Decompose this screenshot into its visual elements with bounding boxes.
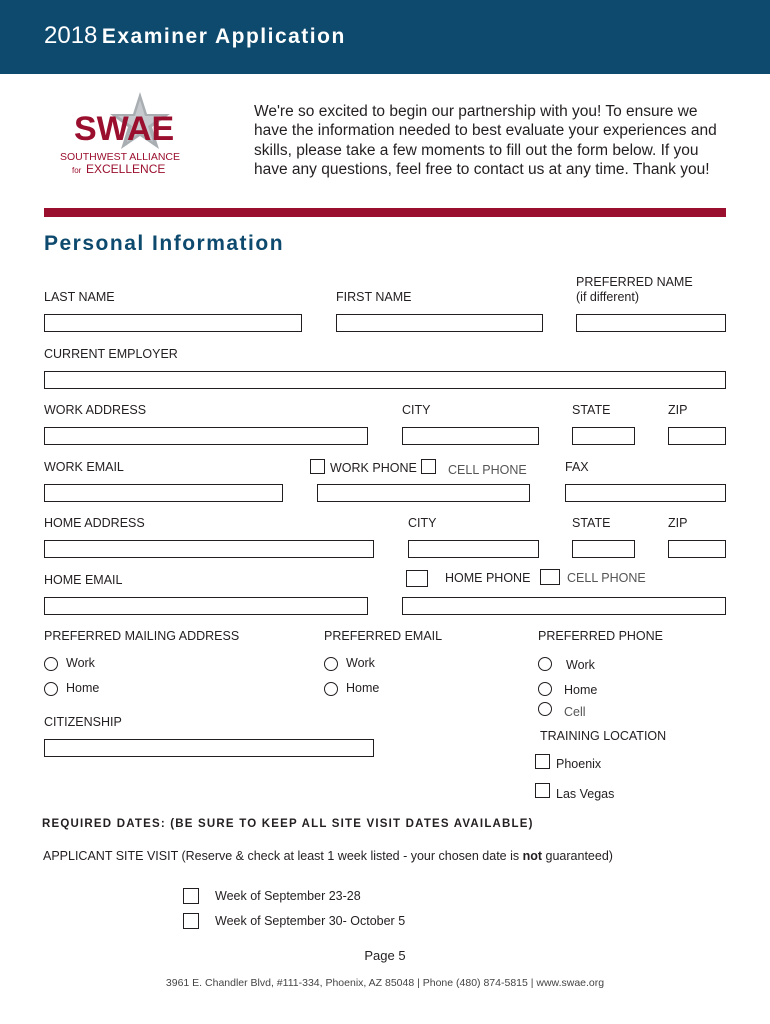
swae-logo (58, 90, 188, 180)
work-cell-phone-label: CELL PHONE (448, 463, 527, 477)
home-phone-label: HOME PHONE (445, 571, 531, 585)
work-city-field[interactable] (402, 427, 539, 445)
training-las-vegas-checkbox[interactable] (535, 783, 550, 798)
home-email-label: HOME EMAIL (44, 573, 123, 587)
training-phoenix-checkbox[interactable] (535, 754, 550, 769)
email-work-label: Work (346, 656, 375, 670)
phone-home-label: Home (564, 683, 598, 697)
home-address-label: HOME ADDRESS (44, 516, 145, 530)
training-phoenix-label: Phoenix (556, 757, 602, 771)
preferred-phone-label: PREFERRED PHONE (538, 629, 664, 643)
site-visit-text-after: guaranteed) (542, 849, 613, 863)
home-zip-label: ZIP (668, 516, 688, 530)
home-cell-phone-label: CELL PHONE (567, 571, 646, 585)
title-year: 2018 (44, 22, 98, 49)
home-address-field[interactable] (44, 540, 374, 558)
home-state-field[interactable] (572, 540, 635, 558)
work-zip-label: ZIP (668, 403, 688, 417)
work-phone-label: WORK PHONE (330, 461, 417, 475)
fax-label: FAX (565, 460, 589, 474)
site-visit-text (43, 849, 613, 863)
title-text: Examiner Application (101, 25, 346, 48)
footer-address: 3961 E. Chandler Blvd, #111-334, Phoenix, AZ 85048 | Phone (480) 874-5815 | www.swae.org (165, 977, 605, 989)
phone-cell-radio[interactable] (538, 702, 552, 716)
phone-work-radio[interactable] (538, 657, 552, 671)
training-las-vegas-label: Las Vegas (556, 787, 615, 801)
page-title (44, 22, 346, 50)
site-visit-text-before: APPLICANT SITE VISIT (Reserve & check at least 1 week listed - your chosen date is (43, 849, 523, 863)
training-location-label: TRAINING LOCATION (540, 729, 667, 743)
citizenship-field[interactable] (44, 739, 374, 757)
intro-paragraph: We're so excited to begin our partnership with you! To ensure we have the information needed to best evaluate your experiences and skills, please take a few moments to fill out the form below. If you have any questions, feel free to contact us at any time. Thank you! (254, 103, 717, 178)
page-number: Page 5 (364, 948, 406, 963)
mailing-home-label: Home (66, 681, 100, 695)
preferred-name-label: PREFERRED NAME (576, 275, 693, 289)
last-name-label: LAST NAME (44, 290, 115, 304)
week-1-label: Week of September 23-28 (215, 889, 361, 903)
preferred-name-field[interactable] (576, 314, 726, 332)
email-home-radio[interactable] (324, 682, 338, 696)
logo-line2: EXCELLENCE (86, 162, 166, 176)
logo-line2-small: for (72, 166, 82, 175)
work-address-label: WORK ADDRESS (44, 403, 147, 417)
week-2-label: Week of September 30- October 5 (215, 914, 406, 928)
phone-cell-label: Cell (564, 705, 586, 719)
home-phone-field[interactable] (402, 597, 726, 615)
preferred-name-sublabel: (if different) (576, 290, 639, 304)
section-title: Personal Information (44, 232, 285, 255)
current-employer-label: CURRENT EMPLOYER (44, 347, 178, 361)
work-email-field[interactable] (44, 484, 283, 502)
home-email-field[interactable] (44, 597, 368, 615)
work-state-label: STATE (572, 403, 611, 417)
work-phone-field[interactable] (317, 484, 530, 502)
fax-field[interactable] (565, 484, 726, 502)
work-address-field[interactable] (44, 427, 368, 445)
first-name-label: FIRST NAME (336, 290, 412, 304)
logo-mark: SWAE (74, 110, 175, 148)
work-zip-field[interactable] (668, 427, 726, 445)
email-work-radio[interactable] (324, 657, 338, 671)
citizenship-label: CITIZENSHIP (44, 715, 122, 729)
phone-home-radio[interactable] (538, 682, 552, 696)
work-state-field[interactable] (572, 427, 635, 445)
work-phone-checkbox[interactable] (310, 459, 325, 474)
home-cell-phone-checkbox[interactable] (540, 569, 560, 585)
home-city-field[interactable] (408, 540, 539, 558)
work-city-label: CITY (402, 403, 431, 417)
home-state-label: STATE (572, 516, 611, 530)
preferred-mailing-label: PREFERRED MAILING ADDRESS (44, 629, 240, 643)
required-dates-heading: REQUIRED DATES: (BE SURE TO KEEP ALL SITE VISIT DATES AVAILABLE) (42, 818, 534, 830)
site-visit-text-bold: not (522, 849, 543, 863)
mailing-work-label: Work (66, 656, 95, 670)
first-name-field[interactable] (336, 314, 543, 332)
home-phone-checkbox[interactable] (406, 570, 428, 587)
work-email-label: WORK EMAIL (44, 460, 124, 474)
mailing-home-radio[interactable] (44, 682, 58, 696)
email-home-label: Home (346, 681, 380, 695)
phone-work-label: Work (566, 658, 595, 672)
logo-line1: SOUTHWEST ALLIANCE (60, 151, 181, 163)
work-cell-phone-checkbox[interactable] (421, 459, 436, 474)
home-city-label: CITY (408, 516, 437, 530)
section-divider (44, 208, 726, 217)
week-2-checkbox[interactable] (183, 913, 199, 929)
current-employer-field[interactable] (44, 371, 726, 389)
home-zip-field[interactable] (668, 540, 726, 558)
last-name-field[interactable] (44, 314, 302, 332)
week-1-checkbox[interactable] (183, 888, 199, 904)
preferred-email-label: PREFERRED EMAIL (324, 629, 443, 643)
mailing-work-radio[interactable] (44, 657, 58, 671)
